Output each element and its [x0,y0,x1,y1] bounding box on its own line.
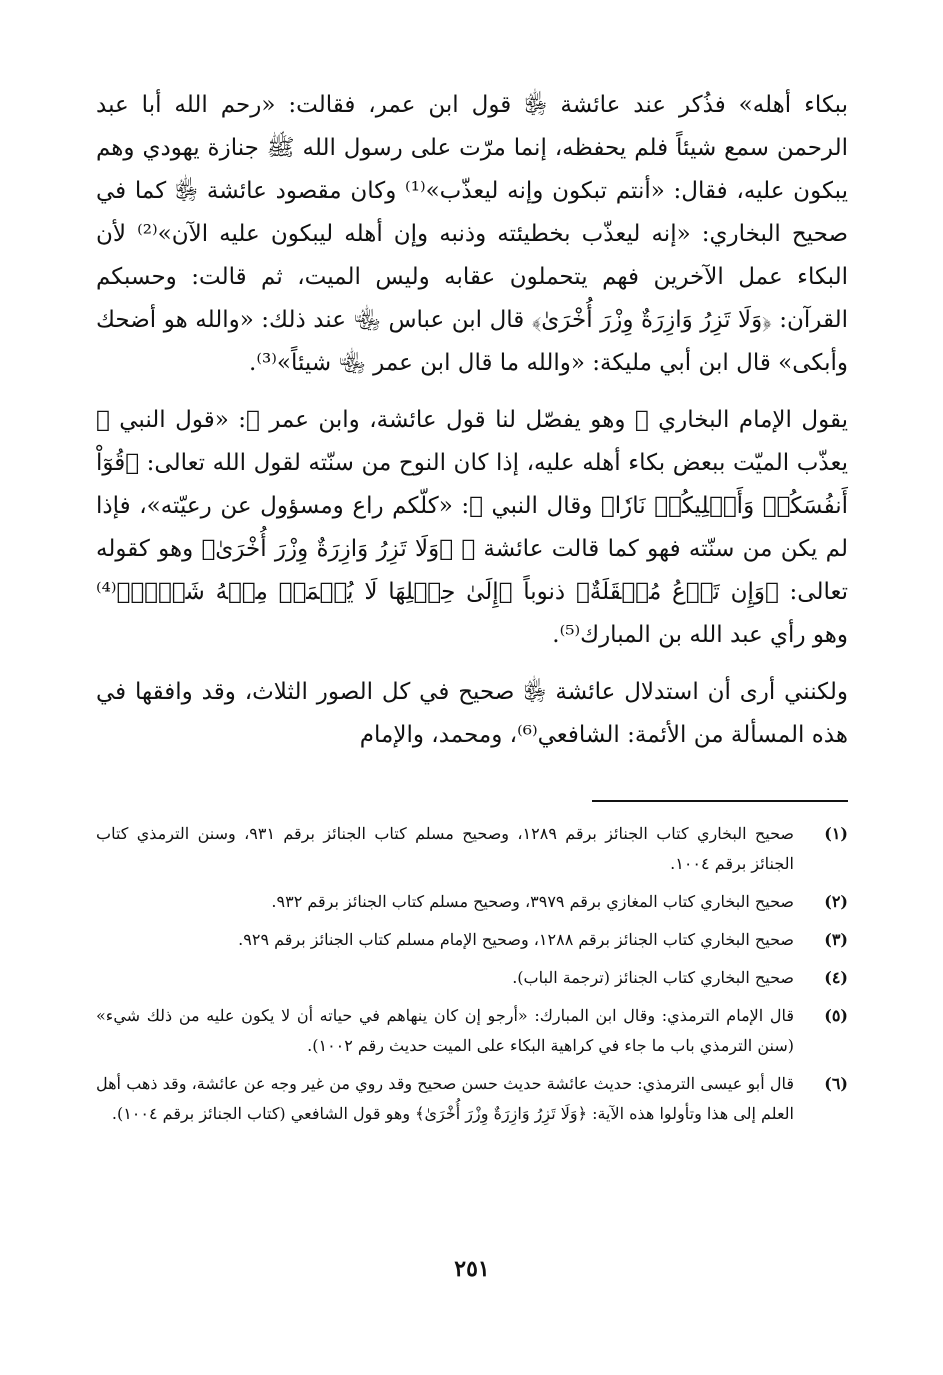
body-paragraph-2: يقول الإمام البخاري ﵀ وهو يفصّل لنا قول عائشة، وابن عمر ﵃: «قول النبي ﷺ يعذّب الميّت ببعض بكاء أهله عليه، إذا كان النوح من سنّته لقول الله تعالى: ﴿قُوٓاْ أَنفُسَكُمۡ وَأَهۡلِيكُمۡ نَارٗا﴾ وقال النبي ﷺ: «كلّكم راع ومسؤول عن رعيّته»، فإذا لم يكن من سنّته فهو كما قالت عائشة ﵂ ﴿وَلَا تَزِرُ وَازِرَةٌ وِزْرَ أُخْرَىٰ﴾ وهو كقوله تعالى: ﴿وَإِن تَدۡعُ مُثۡقَلَةٌ﴾ ذنوباً ﴿إِلَىٰ حِمۡلِهَا لَا يُحۡمَلۡ مِنۡهُ شَيۡءٞ﴾⁽⁴⁾ وهو رأي عبد الله بن المبارك⁽⁵⁾. [96,407,848,648]
footnote-divider [592,800,848,802]
page-number: ٢٥١ [454,1256,490,1282]
footnote-text: صحيح البخاري كتاب الجنائز (ترجمة الباب). [512,968,794,987]
footnote-number: (٤) [824,968,848,987]
body-paragraph-3: ولكنني أرى أن استدلال عائشة ﵂ صحيح في كل الصور الثلاث، وقد وافقها في هذه المسألة من الأئمة: الشافعي⁽⁶⁾، ومحمد، والإمام [96,679,848,748]
book-page [96,84,848,1314]
footnote-1 [96,819,848,879]
footnote-number: (١) [824,824,848,843]
footnote-2 [96,887,848,917]
footnote-text: قال الإمام الترمذي: وقال ابن المبارك: «أرجو إن كان ينهاهم في حياته أن لا يكون عليه من ذلك شيء» (سنن الترمذي باب ما جاء في كراهية البكاء على الميت حديث رقم ١٠٠٢). [96,1006,795,1055]
body-paragraph-1: ببكاء أهله» فذُكر عند عائشة ﵂ قول ابن عمر، فقالت: «رحم الله أبا عبد الرحمن سمع شيئاً فلم يحفظه، إنما مرّت على رسول الله ﷺ جنازة يهودي وهم يبكون عليه، فقال: «أنتم تبكون وإنه ليعذّب»⁽¹⁾ وكان مقصود عائشة ﵂ كما في صحيح البخاري: «إنه ليعذّب بخطيئته وذنبه وإن أهله ليبكون عليه الآن»⁽²⁾ لأن البكاء عمل الآخرين فهم يتحملون عقابه وليس الميت، ثم قالت: وحسبكم القرآن: ﴿وَلَا تَزِرُ وَازِرَةٌ وِزْرَ أُخْرَىٰ﴾ قال ابن عباس ﵄ عند ذلك: «والله هو أضحك وأبكى» قال ابن أبي مليكة: «والله ما قال ابن عمر ﵄ شيئاً»⁽³⁾. [96,92,849,376]
footnote-text: قال أبو عيسى الترمذي: حديث عائشة حديث حسن صحيح وقد روي من غير وجه عن عائشة، وقد ذهب أهل العلم إلى هذا وتأولوا هذه الآية: ﴿وَلَا تَزِرُ وَازِرَةٌ وِزْرَ أُخْرَىٰ﴾ وهو قول الشافعي (كتاب الجنائز برقم ١٠٠٤). [96,1074,794,1123]
footnotes-list [96,819,848,1137]
footnote-4 [96,963,848,993]
footnote-number: (٥) [824,1006,848,1025]
footnote-text: صحيح البخاري كتاب الجنائز برقم ١٢٨٩، وصحيح مسلم كتاب الجنائز برقم ٩٣١، وسنن الترمذي كتاب الجنائز برقم ١٠٠٤. [96,824,794,873]
footnote-text: صحيح البخاري كتاب الجنائز برقم ١٢٨٨، وصحيح الإمام مسلم كتاب الجنائز برقم ٩٢٩. [238,930,794,949]
footnote-6 [96,1069,848,1129]
footnote-number: (٦) [824,1074,848,1093]
footnote-3 [96,925,848,955]
footnote-text: صحيح البخاري كتاب المغازي برقم ٣٩٧٩، وصحيح مسلم كتاب الجنائز برقم ٩٣٢. [271,892,794,911]
footnote-5 [96,1001,848,1061]
footnote-number: (٢) [824,892,848,911]
footnote-number: (٣) [824,930,848,949]
